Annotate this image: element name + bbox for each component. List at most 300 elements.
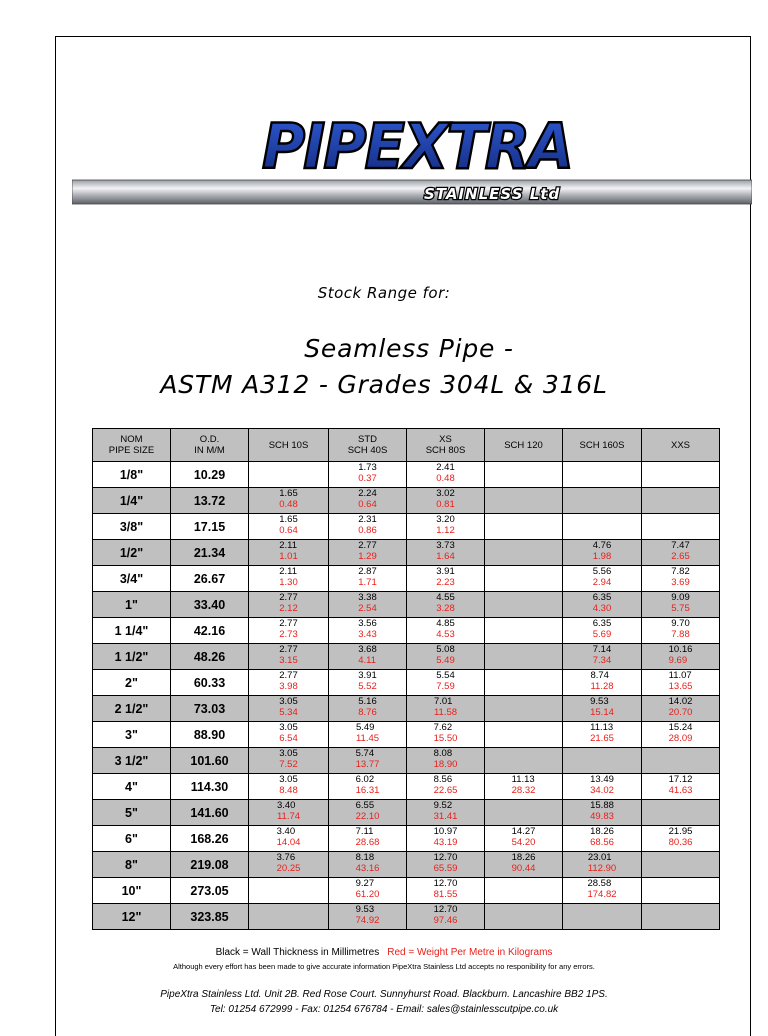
weight-per-metre: 20.25 <box>276 862 301 874</box>
wall-thickness: 4.85 <box>436 618 455 630</box>
schedule-cell <box>407 800 485 826</box>
cell-values <box>436 515 455 536</box>
schedule-cell <box>642 540 720 566</box>
outer-diameter: 323.85 <box>171 904 249 930</box>
weight-per-metre: 4.53 <box>436 628 455 640</box>
schedule-cell <box>642 826 720 852</box>
weight-per-metre: 13.77 <box>355 758 380 770</box>
weight-per-metre: 5.49 <box>436 654 455 666</box>
wall-thickness: 23.01 <box>587 852 612 864</box>
schedule-cell <box>563 670 642 696</box>
weight-per-metre: 7.59 <box>436 680 455 692</box>
wall-thickness: 28.58 <box>587 878 612 890</box>
cell-values <box>356 853 380 874</box>
weight-per-metre: 14.04 <box>276 836 301 848</box>
schedule-cell <box>485 852 563 878</box>
schedule-cell <box>563 774 642 800</box>
wall-thickness: 8.56 <box>433 774 453 786</box>
schedule-cell <box>329 592 407 618</box>
schedule-cell <box>249 904 329 930</box>
weight-per-metre: 43.16 <box>355 862 380 874</box>
cell-values <box>434 697 457 718</box>
wall-thickness: 2.77 <box>358 540 377 552</box>
schedule-cell <box>407 462 485 488</box>
cell-values <box>434 827 458 848</box>
weight-per-metre: 5.34 <box>279 706 298 718</box>
cell-values <box>358 645 377 666</box>
schedule-cell <box>249 540 329 566</box>
legend-red: Red = Weight Per Metre in Kilograms <box>387 947 553 958</box>
cell-values <box>434 723 458 744</box>
cell-values <box>277 827 301 848</box>
schedule-cell <box>563 592 642 618</box>
cell-values <box>436 567 455 588</box>
schedule-cell <box>563 722 642 748</box>
wall-thickness: 2.11 <box>279 540 298 552</box>
schedule-cell <box>329 878 407 904</box>
nominal-size: 1" <box>93 592 171 618</box>
weight-per-metre: 3.98 <box>279 680 298 692</box>
header-line: PIPE SIZE <box>108 445 155 456</box>
wall-thickness: 9.53 <box>355 904 375 916</box>
company-contact: Tel: 01254 672999 - Fax: 01254 676784 - Email: sales@stainlesscutpipe.co.uk <box>209 1004 559 1015</box>
outer-diameter: 13.72 <box>171 488 249 514</box>
wall-thickness: 9.52 <box>433 800 453 812</box>
wall-thickness: 2.11 <box>279 566 298 578</box>
nominal-size: 1/8" <box>93 462 171 488</box>
wall-thickness: 2.31 <box>358 514 377 526</box>
wall-thickness: 10.97 <box>433 826 458 838</box>
schedule-cell <box>249 878 329 904</box>
wall-thickness: 9.70 <box>671 618 690 630</box>
schedule-cell <box>407 618 485 644</box>
schedule-cell <box>485 670 563 696</box>
schedule-cell <box>249 774 329 800</box>
header-line: IN M/M <box>194 445 225 456</box>
column-header <box>249 429 329 462</box>
schedule-cell <box>407 514 485 540</box>
table-row <box>93 748 720 774</box>
weight-per-metre: 0.37 <box>358 472 377 484</box>
schedule-cell <box>407 878 485 904</box>
schedule-cell <box>485 462 563 488</box>
cell-values <box>358 541 377 562</box>
wall-thickness: 9.27 <box>355 878 375 890</box>
schedule-cell <box>642 592 720 618</box>
weight-per-metre: 31.41 <box>433 810 458 822</box>
nominal-size: 6" <box>93 826 171 852</box>
weight-per-metre: 3.15 <box>279 654 298 666</box>
weight-per-metre: 7.88 <box>671 628 690 640</box>
schedule-cell <box>249 644 329 670</box>
weight-per-metre: 28.32 <box>511 784 536 796</box>
wall-thickness: 7.14 <box>592 644 612 656</box>
weight-per-metre: 2.73 <box>279 628 298 640</box>
schedule-cell <box>485 566 563 592</box>
schedule-cell <box>329 514 407 540</box>
weight-per-metre: 16.31 <box>355 784 380 796</box>
cell-values <box>279 723 298 744</box>
wall-thickness: 3.40 <box>276 800 296 812</box>
outer-diameter: 168.26 <box>171 826 249 852</box>
cell-values <box>277 801 300 822</box>
wall-thickness: 3.38 <box>358 592 377 604</box>
wall-thickness: 2.24 <box>358 488 377 500</box>
table-row <box>93 488 720 514</box>
schedule-cell <box>563 618 642 644</box>
schedule-cell <box>407 566 485 592</box>
company-address: PipeXtra Stainless Ltd. Unit 2B. Red Rose Court. Sunnyhurst Road. Blackburn. Lancashire BB2 1PS. <box>160 989 608 1000</box>
header-line: SCH 40S <box>347 445 388 456</box>
nominal-size: 3/8" <box>93 514 171 540</box>
weight-per-metre: 7.34 <box>592 654 612 666</box>
weight-per-metre: 15.14 <box>590 706 614 718</box>
cell-values <box>587 879 616 900</box>
nominal-size: 1 1/2" <box>93 644 171 670</box>
wall-thickness: 6.35 <box>592 592 612 604</box>
outer-diameter: 114.30 <box>171 774 249 800</box>
cell-values <box>671 619 690 640</box>
wall-thickness: 3.91 <box>358 670 377 682</box>
cell-values <box>279 645 298 666</box>
table-row <box>93 670 720 696</box>
weight-per-metre: 11.74 <box>276 810 301 822</box>
wall-thickness: 2.77 <box>279 618 298 630</box>
table-row <box>93 696 720 722</box>
header-line: XXS <box>670 439 690 451</box>
cell-values <box>436 671 455 692</box>
schedule-cell <box>642 462 720 488</box>
schedule-cell <box>642 644 720 670</box>
schedule-cell <box>563 748 642 774</box>
schedule-cell <box>329 462 407 488</box>
weight-per-metre: 15.50 <box>433 732 458 744</box>
cell-values <box>434 853 458 874</box>
schedule-cell <box>485 618 563 644</box>
schedule-cell <box>249 696 329 722</box>
weight-per-metre: 22.65 <box>433 784 458 796</box>
weight-per-metre: 21.65 <box>590 732 614 744</box>
schedule-cell <box>642 488 720 514</box>
table-row <box>93 722 720 748</box>
schedule-cell <box>249 618 329 644</box>
weight-per-metre: 1.30 <box>279 576 298 588</box>
schedule-cell <box>563 566 642 592</box>
wall-thickness: 3.05 <box>279 748 298 760</box>
wall-thickness: 5.08 <box>436 644 455 656</box>
weight-per-metre: 74.92 <box>355 914 380 926</box>
outer-diameter: 26.67 <box>171 566 249 592</box>
schedule-cell <box>407 904 485 930</box>
stock-range-label: Stock Range for: <box>317 284 451 302</box>
schedule-cell <box>642 878 720 904</box>
cell-values <box>279 593 298 614</box>
table-row <box>93 644 720 670</box>
column-header <box>407 429 485 462</box>
product-title: Seamless Pipe - <box>304 334 514 363</box>
outer-diameter: 219.08 <box>171 852 249 878</box>
schedule-cell <box>642 722 720 748</box>
schedule-cell <box>563 696 642 722</box>
outer-diameter: 88.90 <box>171 722 249 748</box>
wall-thickness: 1.65 <box>279 488 298 500</box>
schedule-cell <box>642 800 720 826</box>
schedule-cell <box>485 514 563 540</box>
cell-values <box>356 905 380 926</box>
outer-diameter: 17.15 <box>171 514 249 540</box>
wall-thickness: 4.55 <box>436 592 455 604</box>
cell-values <box>593 619 612 640</box>
wall-thickness: 8.18 <box>355 852 375 864</box>
logo-main-text: PIPEXTRA <box>262 110 572 183</box>
table-header-row <box>93 429 720 462</box>
column-header <box>485 429 563 462</box>
weight-per-metre: 174.82 <box>587 888 617 900</box>
weight-per-metre: 13.65 <box>668 680 693 692</box>
schedule-cell <box>407 774 485 800</box>
weight-per-metre: 90.44 <box>511 862 536 874</box>
wall-thickness: 2.77 <box>279 644 298 656</box>
schedule-cell <box>329 670 407 696</box>
schedule-cell <box>329 696 407 722</box>
wall-thickness: 3.76 <box>276 852 296 864</box>
schedule-cell <box>329 774 407 800</box>
cell-values <box>356 723 379 744</box>
wall-thickness: 7.01 <box>433 696 453 708</box>
cell-values <box>434 879 458 900</box>
nominal-size: 1/4" <box>93 488 171 514</box>
wall-thickness: 8.74 <box>590 670 609 682</box>
weight-per-metre: 28.68 <box>355 836 380 848</box>
schedule-cell <box>485 644 563 670</box>
schedule-cell <box>329 540 407 566</box>
wall-thickness: 3.56 <box>358 618 377 630</box>
schedule-cell <box>485 800 563 826</box>
wall-thickness: 3.02 <box>436 488 455 500</box>
weight-per-metre: 2.54 <box>358 602 377 614</box>
cell-values <box>512 775 536 796</box>
wall-thickness: 15.24 <box>668 722 693 734</box>
schedule-cell <box>329 488 407 514</box>
outer-diameter: 48.26 <box>171 644 249 670</box>
schedule-cell <box>642 618 720 644</box>
outer-diameter: 141.60 <box>171 800 249 826</box>
header-line: SCH 120 <box>504 439 543 451</box>
header-line: SCH 160S <box>579 439 625 451</box>
weight-per-metre: 0.64 <box>279 524 298 536</box>
schedule-cell <box>329 826 407 852</box>
schedule-cell <box>642 670 720 696</box>
outer-diameter: 60.33 <box>171 670 249 696</box>
table-row <box>93 774 720 800</box>
cell-values <box>434 775 458 796</box>
column-header <box>171 429 249 462</box>
cell-values <box>279 775 298 796</box>
schedule-cell <box>485 774 563 800</box>
schedule-cell <box>407 644 485 670</box>
nominal-size: 2 1/2" <box>93 696 171 722</box>
weight-per-metre: 5.75 <box>671 602 690 614</box>
table-row <box>93 540 720 566</box>
wall-thickness: 14.27 <box>511 826 536 838</box>
weight-per-metre: 97.46 <box>433 914 458 926</box>
schedule-cell <box>329 566 407 592</box>
wall-thickness: 6.35 <box>592 618 612 630</box>
wall-thickness: 1.65 <box>279 514 298 526</box>
schedule-cell <box>563 852 642 878</box>
table-row <box>93 592 720 618</box>
cell-values <box>279 749 298 770</box>
wall-thickness: 12.70 <box>433 904 458 916</box>
cell-values <box>590 801 614 822</box>
schedule-cell <box>329 722 407 748</box>
schedule-cell <box>329 748 407 774</box>
weight-per-metre: 43.19 <box>433 836 458 848</box>
schedule-cell <box>249 566 329 592</box>
weight-per-metre: 54.20 <box>511 836 536 848</box>
wall-thickness: 17.12 <box>668 774 693 786</box>
cell-values <box>669 723 693 744</box>
wall-thickness: 1.73 <box>358 462 377 474</box>
cell-values <box>358 671 377 692</box>
schedule-cell <box>249 748 329 774</box>
stock-table <box>92 428 720 930</box>
schedule-cell <box>249 514 329 540</box>
schedule-cell <box>485 592 563 618</box>
header-line: STD <box>358 434 377 445</box>
wall-thickness: 15.88 <box>590 800 614 812</box>
cell-values <box>358 593 377 614</box>
schedule-cell <box>485 488 563 514</box>
schedule-cell <box>563 514 642 540</box>
cell-values <box>669 697 693 718</box>
wall-thickness: 21.95 <box>668 826 693 838</box>
cell-values <box>279 697 298 718</box>
schedule-cell <box>249 462 329 488</box>
weight-per-metre: 2.23 <box>436 576 455 588</box>
schedule-cell <box>485 826 563 852</box>
wall-thickness: 9.53 <box>590 696 609 708</box>
cell-values <box>593 593 612 614</box>
wall-thickness: 3.73 <box>436 540 455 552</box>
wall-thickness: 3.20 <box>436 514 455 526</box>
weight-per-metre: 11.45 <box>355 732 380 744</box>
wall-thickness: 3.68 <box>358 644 377 656</box>
cell-values <box>279 515 298 536</box>
schedule-cell <box>485 878 563 904</box>
cell-values <box>279 489 298 510</box>
wall-thickness: 3.40 <box>276 826 296 838</box>
wall-thickness: 4.76 <box>592 540 612 552</box>
schedule-cell <box>485 904 563 930</box>
wall-thickness: 11.07 <box>668 670 692 682</box>
weight-per-metre: 1.98 <box>592 550 612 562</box>
schedule-cell <box>563 878 642 904</box>
schedule-cell <box>407 670 485 696</box>
weight-per-metre: 0.81 <box>436 498 455 510</box>
schedule-cell <box>249 800 329 826</box>
schedule-cell <box>642 514 720 540</box>
wall-thickness: 18.26 <box>590 826 614 838</box>
cell-values <box>358 515 377 536</box>
wall-thickness: 6.02 <box>355 774 375 786</box>
header-line: O.D. <box>199 434 220 445</box>
outer-diameter: 42.16 <box>171 618 249 644</box>
header-line: XS <box>439 434 452 445</box>
cell-values <box>512 853 536 874</box>
schedule-cell <box>249 488 329 514</box>
wall-thickness: 6.55 <box>355 800 375 812</box>
schedule-cell <box>407 748 485 774</box>
weight-per-metre: 0.64 <box>358 498 377 510</box>
table-row <box>93 826 720 852</box>
cell-values <box>671 541 690 562</box>
weight-per-metre: 1.12 <box>436 524 455 536</box>
weight-per-metre: 0.48 <box>279 498 298 510</box>
cell-values <box>434 801 458 822</box>
wall-thickness: 5.49 <box>355 722 375 734</box>
table-row <box>93 878 720 904</box>
outer-diameter: 33.40 <box>171 592 249 618</box>
outer-diameter: 73.03 <box>171 696 249 722</box>
cell-values <box>588 853 616 874</box>
cell-values <box>279 541 298 562</box>
schedule-cell <box>485 748 563 774</box>
wall-thickness: 3.05 <box>279 696 298 708</box>
weight-per-metre: 34.02 <box>590 784 614 796</box>
logo-sub-text: STAINLESS Ltd <box>424 185 561 203</box>
cell-values <box>590 775 614 796</box>
cell-values <box>593 541 612 562</box>
column-header <box>329 429 407 462</box>
cell-values <box>356 827 380 848</box>
schedule-cell <box>642 748 720 774</box>
nominal-size: 3/4" <box>93 566 171 592</box>
weight-per-metre: 1.01 <box>279 550 298 562</box>
cell-values <box>358 567 377 588</box>
schedule-cell <box>407 852 485 878</box>
wall-thickness: 2.77 <box>279 670 298 682</box>
schedule-cell <box>407 696 485 722</box>
cell-values <box>436 619 455 640</box>
cell-values <box>356 749 380 770</box>
schedule-cell <box>329 618 407 644</box>
wall-thickness: 11.13 <box>590 722 614 734</box>
nominal-size: 8" <box>93 852 171 878</box>
weight-per-metre: 68.56 <box>590 836 614 848</box>
wall-thickness: 12.70 <box>433 852 458 864</box>
weight-per-metre: 80.36 <box>668 836 693 848</box>
weight-per-metre: 3.28 <box>436 602 455 614</box>
wall-thickness: 9.09 <box>671 592 690 604</box>
cell-values <box>434 905 458 926</box>
nominal-size: 10" <box>93 878 171 904</box>
product-spec: ASTM A312 - Grades 304L & 316L <box>160 370 608 399</box>
pipextra-logo <box>72 70 752 210</box>
nominal-size: 3" <box>93 722 171 748</box>
weight-per-metre: 3.69 <box>671 576 690 588</box>
schedule-cell <box>329 644 407 670</box>
cell-values <box>436 645 455 666</box>
schedule-cell <box>642 904 720 930</box>
schedule-cell <box>563 488 642 514</box>
wall-thickness: 5.74 <box>355 748 375 760</box>
schedule-cell <box>407 826 485 852</box>
schedule-cell <box>642 696 720 722</box>
cell-values <box>358 697 377 718</box>
nominal-size: 1/2" <box>93 540 171 566</box>
nominal-size: 12" <box>93 904 171 930</box>
